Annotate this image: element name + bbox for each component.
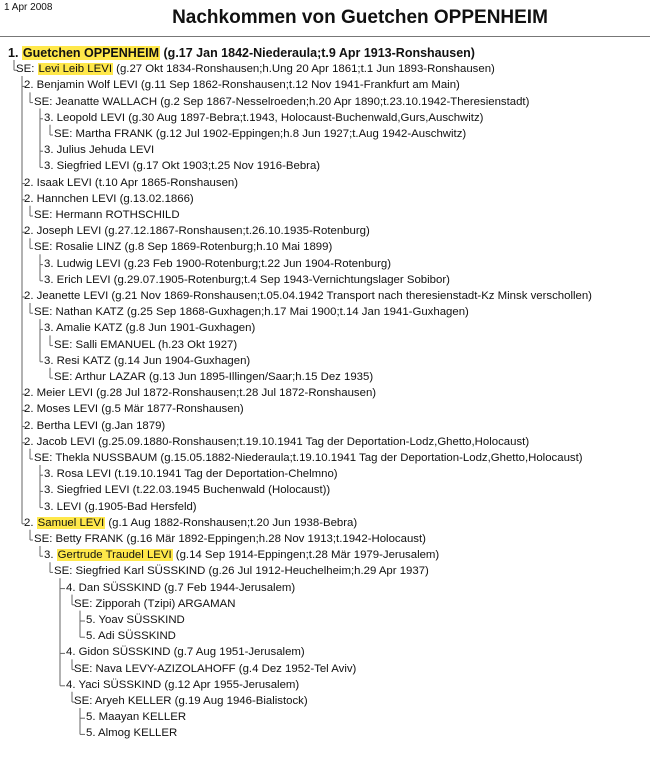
generation-marker: SE: xyxy=(34,241,56,254)
person-name: Bertha LEVI xyxy=(36,419,99,432)
person-name: Jeanette LEVI xyxy=(36,290,109,302)
person-name: Samuel LEVI xyxy=(37,516,105,529)
generation-marker: SE: xyxy=(34,533,56,545)
spouse-entry xyxy=(34,532,426,546)
generation-marker: 3. xyxy=(44,500,57,513)
generation-marker: 2. xyxy=(24,192,37,205)
descendant-entry xyxy=(44,143,154,157)
person-name: Levi Leib LEVI xyxy=(38,63,112,76)
person-name: Martha FRANK xyxy=(75,128,153,140)
generation-marker: SE: xyxy=(34,452,56,464)
person-name: Nava LEVY-AZIZOLAHOFF xyxy=(95,662,236,675)
descendant-entry xyxy=(66,645,305,659)
generation-marker: 3. xyxy=(44,111,57,124)
descendant-entry xyxy=(44,548,439,562)
person-name: Guetchen OPPENHEIM xyxy=(22,46,160,60)
life-details: (g.30 Aug 1897-Bebra;t.1943, Holocaust-Buchenwald,Gurs,Auschwitz) xyxy=(125,111,484,124)
generation-marker: SE: xyxy=(74,597,96,610)
spouse-entry xyxy=(74,694,308,708)
descendant-entry xyxy=(24,176,238,190)
page-title: Nachkommen von Guetchen OPPENHEIM xyxy=(172,7,548,28)
person-name: Ludwig LEVI xyxy=(56,257,121,270)
generation-marker: SE: xyxy=(16,63,38,76)
generation-marker: SE: xyxy=(34,306,56,319)
generation-marker: SE: xyxy=(34,95,56,108)
person-name: Moses LEVI xyxy=(36,403,99,416)
spouse-entry xyxy=(34,305,469,319)
life-details: (g.25 Sep 1868-Guxhagen;h.17 Mai 1900;t.14 Jan 1941-Guxhagen) xyxy=(123,306,469,319)
life-details: (g.7 Feb 1944-Jerusalem) xyxy=(160,581,296,594)
life-details: (t.22.03.1945 Buchenwald (Holocaust)) xyxy=(129,484,331,497)
life-details: (g.23 Feb 1900-Rotenburg;t.22 Jun 1904-Rotenburg) xyxy=(120,257,392,270)
generation-marker: 3. xyxy=(44,322,57,335)
generation-marker: 3. xyxy=(44,160,57,173)
generation-marker: SE: xyxy=(74,695,95,707)
person-name: Rosa LEVI xyxy=(56,468,112,481)
life-details: (g.25.09.1880-Ronshausen;t.19.10.1941 Tag der Deportation-Lodz,Ghetto,Holocaust) xyxy=(94,435,530,448)
person-name: Leopold LEVI xyxy=(56,111,126,124)
person-name: Siegfried LEVI xyxy=(56,160,130,173)
person-name: Thekla NUSSBAUM xyxy=(55,452,158,464)
descendant-entry xyxy=(66,581,295,595)
life-details: (g.1 Aug 1882-Ronshausen;t.20 Jun 1938-Bebra) xyxy=(105,516,358,529)
person-name: Joseph LEVI xyxy=(36,225,102,238)
person-name: Arthur LAZAR xyxy=(74,371,146,383)
generation-marker: 4. xyxy=(66,646,79,659)
person-name: Meier LEVI xyxy=(36,387,94,400)
person-name: Hannchen LEVI xyxy=(36,192,117,205)
life-details: (g.13 Jun 1895-Illingen/Saar;h.15 Dez 1935) xyxy=(145,371,374,383)
life-details: (g.21 Nov 1869-Ronshausen;t.05.04.1942 Transport nach theresienstadt-Kz Minsk verschollen) xyxy=(108,290,592,302)
life-details: (g.12 Apr 1955-Jerusalem) xyxy=(161,678,300,691)
generation-marker: 2. xyxy=(24,403,37,416)
generation-marker: 4. xyxy=(66,678,79,691)
descendant-entry xyxy=(86,710,186,724)
generation-marker: 4. xyxy=(66,581,79,594)
person-name: Gidon SÜSSKIND xyxy=(78,646,171,659)
life-details: (g.13.02.1866) xyxy=(116,192,194,205)
report-date: 1 Apr 2008 xyxy=(4,2,53,13)
descendant-entry xyxy=(24,419,165,433)
descendant-entry xyxy=(44,257,391,271)
descendant-entry xyxy=(24,289,592,303)
person-name: Adi SÜSSKIND xyxy=(98,630,176,643)
generation-marker: 2. xyxy=(24,435,37,448)
person-name: Salli EMANUEL xyxy=(75,338,155,351)
life-details: (g.17 Okt 1903;t.25 Nov 1916-Bebra) xyxy=(129,160,321,173)
descendant-entry xyxy=(66,678,299,692)
generation-marker: SE: xyxy=(54,565,76,578)
descendant-entry xyxy=(24,386,376,400)
life-details: (g.27 Okt 1834-Ronshausen;h.Ung 20 Apr 1861;t.1 Jun 1893-Ronshausen) xyxy=(113,63,495,76)
generation-marker: 2. xyxy=(24,516,37,529)
life-details: (t.10 Apr 1865-Ronshausen) xyxy=(91,176,239,189)
generation-marker: SE: xyxy=(54,371,75,383)
life-details: (g.16 Mär 1892-Eppingen;h.28 Nov 1913;t.1942-Holocaust) xyxy=(123,533,426,545)
life-details: (g.8 Sep 1869-Rotenburg;h.10 Mai 1899) xyxy=(121,241,333,254)
generation-marker: 3. xyxy=(44,354,57,367)
generation-marker: 2. xyxy=(24,79,37,92)
person-name: Gertrude Traudel LEVI xyxy=(57,549,172,562)
life-details: (g.15.05.1882-Niederaula;t.19.10.1941 Tag der Deportation-Lodz,Ghetto,Holocaust) xyxy=(157,452,583,464)
generation-marker: 3. xyxy=(44,484,57,497)
life-details: (g.12 Jul 1902-Eppingen;h.8 Jun 1927;t.Aug 1942-Auschwitz) xyxy=(152,128,467,140)
spouse-entry xyxy=(16,62,495,76)
spouse-entry xyxy=(34,240,332,254)
person-name: Jeanatte WALLACH xyxy=(55,95,158,108)
life-details: (g.26 Jul 1912-Heuchelheim;h.29 Apr 1937) xyxy=(205,565,429,578)
person-name: Amalie KATZ xyxy=(56,322,123,335)
life-details: (g.14 Sep 1914-Eppingen;t.28 Mär 1979-Jerusalem) xyxy=(172,549,440,562)
generation-marker: 3. xyxy=(44,257,57,270)
person-name: Rosalie LINZ xyxy=(55,241,122,254)
person-name: Maayan KELLER xyxy=(98,711,187,724)
person-name: Yaci SÜSSKIND xyxy=(78,678,162,691)
descendant-entry xyxy=(24,516,357,530)
life-details: (g.5 Mär 1877-Ronshausen) xyxy=(98,403,244,416)
spouse-entry xyxy=(74,597,235,611)
descendant-entry xyxy=(44,467,338,481)
descendant-entry xyxy=(86,629,176,643)
life-details: (g.29.07.1905-Rotenburg;t.4 Sep 1943-Vernichtungslager Sobibor) xyxy=(110,273,450,286)
descendant-entry xyxy=(44,483,330,497)
generation-marker: 3. xyxy=(44,273,57,286)
person-name: Almog KELLER xyxy=(98,727,178,740)
person-name: Resi KATZ xyxy=(56,354,111,367)
descendant-entry xyxy=(8,46,475,60)
generation-marker: 2. xyxy=(24,387,37,400)
spouse-entry xyxy=(34,95,529,109)
life-details: (g.27.12.1867-Ronshausen;t.26.10.1935-Rotenburg) xyxy=(101,225,370,238)
descendant-entry xyxy=(44,354,250,368)
descendant-entry xyxy=(24,435,529,449)
person-name: Julius Jehuda LEVI xyxy=(56,144,155,157)
generation-marker: 2. xyxy=(24,290,37,302)
person-name: Siegfried LEVI xyxy=(56,484,130,497)
generation-marker: 2. xyxy=(24,225,37,238)
generation-marker: 3. xyxy=(44,144,57,157)
descendant-entry xyxy=(24,224,370,238)
life-details: (g.1905-Bad Hersfeld) xyxy=(81,500,197,513)
life-details: (g.14 Jun 1904-Guxhagen) xyxy=(110,354,251,367)
descendant-entry xyxy=(44,111,483,125)
life-details: (g.11 Sep 1862-Ronshausen;t.12 Nov 1941-Frankfurt am Main) xyxy=(137,79,460,92)
descendant-entry xyxy=(44,159,320,173)
person-name: Zipporah (Tzipi) ARGAMAN xyxy=(95,597,236,610)
life-details: (t.19.10.1941 Tag der Deportation-Chelmno) xyxy=(111,468,338,481)
generation-marker: 3. xyxy=(44,549,57,562)
person-name: Hermann ROTHSCHILD xyxy=(55,209,180,221)
descendant-entry xyxy=(44,321,255,335)
life-details: (g.28 Jul 1872-Ronshausen;t.28 Jul 1872-Ronshausen) xyxy=(93,387,377,400)
person-name: Yoav SÜSSKIND xyxy=(98,614,185,626)
generation-marker: 2. xyxy=(24,419,37,432)
descendant-entry xyxy=(24,402,244,416)
spouse-entry xyxy=(54,370,373,384)
generation-marker: 5. xyxy=(86,630,99,643)
person-name: LEVI xyxy=(56,500,82,513)
person-name: Nathan KATZ xyxy=(55,306,124,319)
person-name: Betty FRANK xyxy=(55,533,124,545)
spouse-entry xyxy=(34,208,180,222)
spouse-entry xyxy=(74,662,356,676)
person-name: Jacob LEVI xyxy=(36,435,95,448)
descendant-entry xyxy=(24,78,460,92)
life-details: (h.23 Okt 1927) xyxy=(154,338,238,351)
life-details: (g.17 Jan 1842-Niederaula;t.9 Apr 1913-Ronshausen) xyxy=(160,46,475,60)
descendant-entry xyxy=(44,500,197,514)
descendant-entry xyxy=(24,192,194,206)
generation-marker: SE: xyxy=(54,128,76,140)
person-name: Erich LEVI xyxy=(56,273,111,286)
generation-marker: 3. xyxy=(44,468,57,481)
person-name: Isaak LEVI xyxy=(36,176,92,189)
spouse-entry xyxy=(54,127,466,141)
person-name: Aryeh KELLER xyxy=(94,695,172,707)
generation-marker: 2. xyxy=(24,176,37,189)
person-name: Dan SÜSSKIND xyxy=(78,581,161,594)
life-details: (g.Jan 1879) xyxy=(98,419,166,432)
spouse-entry xyxy=(34,451,583,465)
descendant-entry xyxy=(44,273,450,287)
life-details: (g.8 Jun 1901-Guxhagen) xyxy=(122,322,256,335)
person-name: Siegfried Karl SÜSSKIND xyxy=(75,565,206,578)
descendant-entry xyxy=(86,726,177,740)
descendant-entry xyxy=(86,613,185,627)
person-name: Benjamin Wolf LEVI xyxy=(36,79,138,92)
generation-marker: SE: xyxy=(34,209,56,221)
generation-marker: SE: xyxy=(54,338,76,351)
spouse-entry xyxy=(54,564,429,578)
generation-marker: 5. xyxy=(86,614,99,626)
spouse-entry xyxy=(54,338,237,352)
generation-marker: 5. xyxy=(86,711,99,724)
generation-marker: 1. xyxy=(8,46,22,60)
life-details: (g.2 Sep 1867-Nesselroeden;h.20 Apr 1890;t.23.10.1942-Theresienstadt) xyxy=(157,95,530,108)
generation-marker: SE: xyxy=(74,662,96,675)
generation-marker: 5. xyxy=(86,727,99,740)
life-details: (g.4 Dez 1952-Tel Aviv) xyxy=(235,662,357,675)
life-details: (g.7 Aug 1951-Jerusalem) xyxy=(170,646,305,659)
life-details: (g.19 Aug 1946-Bialistock) xyxy=(171,695,308,707)
